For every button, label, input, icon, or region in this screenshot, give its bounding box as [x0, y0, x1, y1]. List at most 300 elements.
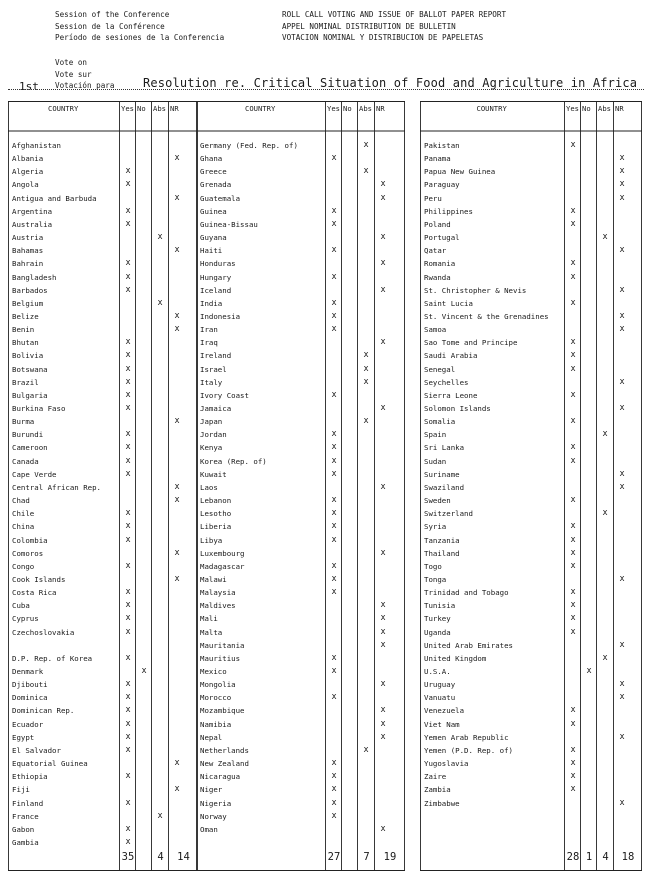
vote-mark-nr: x	[619, 468, 625, 479]
country-name: Burkina Faso	[12, 404, 66, 413]
country-row	[196, 520, 405, 533]
country-name: Libya	[200, 535, 223, 545]
vote-mark-yes: x	[331, 297, 337, 308]
country-name: Uruguay	[424, 680, 456, 690]
vote-mark-nr: x	[619, 153, 625, 164]
vote-mark-yes: x	[125, 403, 131, 413]
country-row	[420, 573, 642, 586]
country-name: Denmark	[12, 667, 44, 676]
country-name: Cyprus	[12, 614, 39, 624]
vote-mark-yes: x	[331, 784, 337, 795]
vote-mark-yes: x	[125, 534, 131, 545]
vote-panel-1	[8, 101, 198, 871]
country-name: Peru	[424, 193, 442, 203]
country-name: Swaziland	[424, 482, 465, 492]
country-name: Antigua and Barbuda	[12, 193, 97, 203]
vote-mark-nr: x	[619, 324, 625, 335]
vote-mark-nr: x	[380, 481, 386, 492]
vote-mark-yes: x	[570, 744, 576, 755]
vote-mark-nr: x	[174, 547, 180, 558]
country-row	[196, 665, 405, 678]
vote-mark-yes: x	[331, 429, 337, 440]
country-name: Poland	[424, 219, 451, 229]
country-row	[8, 783, 198, 796]
report-label-fr: APPEL NOMINAL DISTRIBUTION DE BULLETIN	[282, 21, 456, 31]
total-nr: 18	[621, 851, 635, 863]
vote-mark-nr: x	[174, 416, 180, 427]
country-row	[420, 441, 642, 454]
country-row	[196, 349, 405, 362]
vote-mark-yes: x	[125, 284, 131, 295]
country-row	[8, 376, 198, 389]
country-name: Turkey	[424, 614, 451, 624]
country-row	[196, 205, 405, 218]
country-row	[420, 612, 642, 625]
vote-mark-nr: x	[619, 692, 625, 703]
country-name: Equatorial Guinea	[12, 759, 88, 769]
country-row	[420, 744, 642, 757]
vote-mark-yes: x	[331, 534, 337, 545]
country-row	[196, 718, 405, 731]
vote-mark-nr: x	[380, 613, 386, 624]
country-row	[196, 652, 405, 665]
country-name: Gabon	[12, 824, 35, 834]
country-name: Djibouti	[12, 680, 48, 690]
vote-mark-yes: x	[331, 218, 337, 229]
vote-mark-yes: x	[125, 442, 131, 453]
vote-mark-yes: x	[125, 744, 131, 755]
vote-mark-yes: x	[125, 679, 131, 690]
vote-mark-yes: x	[125, 455, 131, 466]
total-yes: 35	[121, 851, 135, 863]
total-abs: 4	[602, 851, 609, 863]
country-row	[420, 718, 642, 731]
country-name: Suriname	[424, 469, 460, 479]
country-name: Guinea-Bissau	[200, 219, 258, 229]
country-name: Maldives	[200, 601, 236, 611]
country-name: Mexico	[200, 667, 227, 676]
vote-mark-yes: x	[125, 166, 131, 177]
vote-mark-yes: x	[331, 587, 337, 598]
country-name: Egypt	[12, 732, 35, 742]
country-name: Congo	[12, 561, 35, 571]
country-name: Qatar	[424, 246, 447, 256]
country-name: United Kingdom	[424, 653, 487, 663]
country-name: Saudi Arabia	[424, 351, 478, 361]
country-row	[8, 547, 198, 560]
country-name: D.P. Rep. of Korea	[12, 653, 93, 663]
country-row	[8, 349, 198, 362]
country-name: Costa Rica	[12, 588, 57, 598]
country-row	[420, 626, 642, 639]
column-header-country: COUNTRY	[476, 104, 507, 113]
vote-mark-nr: x	[619, 310, 625, 321]
country-name: Afghanistan	[12, 141, 61, 150]
country-row	[8, 494, 198, 507]
vote-mark-nr: x	[380, 679, 386, 690]
country-row	[420, 244, 642, 257]
country-row	[8, 836, 198, 849]
vote-mark-yes: x	[570, 718, 576, 729]
country-name: Sao Tome and Principe	[424, 338, 518, 348]
country-name: U.S.A.	[424, 667, 451, 676]
country-name: Mongolia	[200, 680, 236, 690]
vote-mark-yes: x	[570, 442, 576, 453]
country-name: Bangladesh	[12, 272, 57, 282]
vote-mark-yes: x	[331, 324, 337, 335]
vote-mark-yes: x	[331, 468, 337, 479]
total-abs: 4	[157, 851, 164, 863]
vote-mark-yes: x	[570, 534, 576, 545]
country-row	[8, 678, 198, 691]
vote-mark-abs: x	[602, 652, 608, 663]
country-name: Cameroon	[12, 443, 48, 453]
vote-mark-abs: x	[363, 416, 369, 427]
country-name: Colombia	[12, 535, 48, 545]
country-name: China	[12, 522, 35, 532]
vote-mark-nr: x	[380, 192, 386, 203]
vote-mark-yes: x	[331, 442, 337, 453]
country-row	[420, 231, 642, 244]
country-name: Madagascar	[200, 561, 245, 571]
vote-mark-yes: x	[331, 455, 337, 466]
country-name: Pakistan	[424, 141, 460, 150]
country-name: Nigeria	[200, 798, 232, 808]
country-row	[420, 284, 642, 297]
country-row	[196, 178, 405, 191]
vote-mark-yes: x	[125, 521, 131, 532]
country-name: Chile	[12, 509, 35, 519]
country-name: Mali	[200, 614, 218, 624]
vote-label-en: Vote on	[55, 58, 88, 67]
country-name: Guinea	[200, 206, 227, 216]
vote-mark-yes: x	[570, 613, 576, 624]
country-name: Netherlands	[200, 745, 249, 755]
country-row	[196, 218, 405, 231]
country-name: Morocco	[200, 693, 232, 703]
country-name: France	[12, 811, 39, 821]
vote-mark-abs: x	[602, 508, 608, 519]
country-row	[8, 165, 198, 178]
vote-mark-yes: x	[570, 521, 576, 532]
country-name: Vanuatu	[424, 693, 456, 703]
vote-mark-abs: x	[363, 140, 369, 150]
total-nr: 19	[383, 851, 397, 863]
country-row	[196, 494, 405, 507]
vote-mark-yes: x	[570, 600, 576, 611]
country-name: Belize	[12, 311, 39, 321]
vote-label-es: Votación para	[55, 81, 115, 91]
country-name: Korea (Rep. of)	[200, 456, 267, 466]
country-name: Burma	[12, 417, 35, 427]
session-label-en: Session of the Conference	[55, 10, 170, 19]
vote-mark-nr: x	[380, 547, 386, 558]
total-abs: 7	[363, 851, 370, 863]
country-row	[196, 468, 405, 481]
country-row	[8, 757, 198, 770]
country-name: Solomon Islands	[424, 404, 491, 413]
country-row	[420, 560, 642, 573]
vote-mark-yes: x	[125, 337, 131, 348]
country-row	[196, 165, 405, 178]
column-header-country: COUNTRY	[245, 104, 276, 113]
country-row	[196, 678, 405, 691]
country-row	[8, 810, 198, 823]
vote-mark-nr: x	[619, 679, 625, 690]
vote-mark-yes: x	[125, 626, 131, 637]
country-row	[8, 336, 198, 349]
country-name: Tunisia	[424, 601, 456, 611]
vote-mark-yes: x	[570, 784, 576, 795]
country-name: Spain	[424, 430, 447, 440]
country-row	[196, 428, 405, 441]
vote-mark-yes: x	[125, 468, 131, 479]
country-name: Somalia	[424, 417, 456, 427]
column-header-yes: Yes	[566, 104, 579, 113]
country-row	[420, 349, 642, 362]
country-name: Gambia	[12, 837, 39, 847]
country-row	[8, 507, 198, 520]
country-name: Dominica	[12, 693, 48, 703]
country-row	[8, 639, 198, 652]
country-name: Syria	[424, 522, 447, 532]
country-row	[420, 757, 642, 770]
country-name: Greece	[200, 167, 227, 177]
vote-mark-yes: x	[570, 140, 576, 150]
column-header-nr: NR	[170, 104, 179, 113]
vote-mark-yes: x	[125, 560, 131, 571]
vote-mark-nr: x	[619, 639, 625, 650]
country-name: Belgium	[12, 298, 44, 308]
vote-mark-yes: x	[570, 560, 576, 571]
country-row	[8, 573, 198, 586]
country-name: Viet Nam	[424, 719, 460, 729]
country-row	[196, 441, 405, 454]
resolution-title: Resolution re. Critical Situation of Food and Agriculture in Africa	[143, 76, 638, 90]
country-row	[8, 665, 198, 678]
vote-label-fr: Vote sur	[55, 69, 92, 79]
country-row	[196, 271, 405, 284]
country-row	[420, 586, 642, 599]
country-name: Ecuador	[12, 719, 44, 729]
country-row	[420, 336, 642, 349]
country-row	[196, 297, 405, 310]
vote-mark-nr: x	[619, 166, 625, 177]
country-row	[420, 481, 642, 494]
country-name: Togo	[424, 561, 442, 571]
vote-mark-nr: x	[380, 284, 386, 295]
vote-mark-yes: x	[570, 758, 576, 769]
country-name: Argentina	[12, 206, 53, 216]
country-row	[196, 455, 405, 468]
country-name: Senegal	[424, 364, 456, 374]
country-row	[196, 192, 405, 205]
country-row	[420, 257, 642, 270]
country-name: Tanzania	[424, 535, 460, 545]
column-header-nr: NR	[615, 104, 624, 113]
country-row	[8, 231, 198, 244]
vote-mark-abs: x	[363, 350, 369, 361]
country-row	[196, 389, 405, 402]
country-row	[8, 152, 198, 165]
country-name: Bahrain	[12, 259, 44, 269]
country-row	[8, 323, 198, 336]
country-name: India	[200, 298, 223, 308]
country-name: Germany (Fed. Rep. of)	[200, 141, 298, 150]
country-row	[420, 691, 642, 704]
vote-mark-yes: x	[125, 271, 131, 282]
total-nr: 14	[177, 851, 190, 863]
country-name: Central African Rep.	[12, 482, 101, 492]
vote-mark-yes: x	[125, 587, 131, 598]
country-row	[8, 244, 198, 257]
vote-on-labels	[55, 57, 114, 92]
column-header-yes: Yes	[121, 104, 134, 113]
country-name: Austria	[12, 233, 44, 243]
country-name: Luxembourg	[200, 548, 245, 558]
country-row	[8, 797, 198, 810]
vote-mark-abs: x	[157, 810, 163, 821]
column-header-yes: Yes	[327, 104, 340, 113]
vote-mark-nr: x	[380, 823, 386, 834]
country-row	[8, 691, 198, 704]
resolution-number: 1st	[19, 80, 39, 93]
country-row	[8, 612, 198, 625]
country-row	[420, 310, 642, 323]
country-row	[420, 376, 642, 389]
country-name: Uganda	[424, 627, 451, 637]
country-row	[8, 823, 198, 836]
country-row	[196, 639, 405, 652]
vote-mark-yes: x	[331, 810, 337, 821]
country-row	[420, 192, 642, 205]
country-name: Australia	[12, 219, 53, 229]
country-row	[420, 823, 642, 836]
vote-mark-yes: x	[331, 310, 337, 321]
country-row	[196, 481, 405, 494]
column-header-no: No	[582, 104, 591, 113]
vote-mark-yes: x	[570, 350, 576, 361]
country-name: Ghana	[200, 154, 223, 164]
country-row	[196, 744, 405, 757]
country-name: Yemen Arab Republic	[424, 732, 509, 742]
country-row	[8, 297, 198, 310]
vote-mark-yes: x	[331, 797, 337, 808]
vote-mark-nr: x	[619, 797, 625, 808]
country-name: Mozambique	[200, 706, 245, 716]
vote-mark-yes: x	[125, 652, 131, 663]
vote-mark-nr: x	[380, 639, 386, 650]
country-name: Italy	[200, 377, 223, 387]
vote-mark-yes: x	[331, 771, 337, 782]
vote-mark-nr: x	[174, 324, 180, 335]
country-row	[8, 626, 198, 639]
vote-mark-nr: x	[174, 310, 180, 321]
vote-mark-nr: x	[619, 245, 625, 256]
vote-mark-yes: x	[125, 350, 131, 361]
vote-mark-yes: x	[570, 495, 576, 506]
country-name: Laos	[200, 482, 218, 492]
vote-mark-nr: x	[380, 731, 386, 742]
vote-mark-yes: x	[570, 218, 576, 229]
vote-mark-yes: x	[570, 547, 576, 558]
country-row	[420, 665, 642, 678]
vote-mark-yes: x	[125, 363, 131, 374]
country-row	[420, 205, 642, 218]
column-header-abs: Abs	[359, 104, 372, 113]
country-name: Rwanda	[424, 272, 451, 282]
country-name: Japan	[200, 417, 223, 427]
report-label-es: VOTACION NOMINAL Y DISTRIBUCION DE PAPELETAS	[282, 33, 484, 43]
country-name: Canada	[12, 456, 39, 466]
column-header-no: No	[137, 104, 146, 113]
column-header-nr: NR	[376, 104, 385, 113]
country-name: United Arab Emirates	[424, 640, 513, 650]
country-name: Haiti	[200, 246, 223, 256]
country-name: Samoa	[424, 325, 447, 335]
vote-mark-abs: x	[602, 429, 608, 440]
country-row	[8, 205, 198, 218]
column-header-no: No	[343, 104, 352, 113]
country-row	[420, 415, 642, 428]
vote-mark-yes: x	[331, 245, 337, 256]
column-header-country: COUNTRY	[48, 104, 79, 113]
country-name: St. Vincent & the Grenadines	[424, 311, 549, 321]
country-row	[8, 218, 198, 231]
vote-mark-abs: x	[363, 744, 369, 755]
country-name: Iraq	[200, 338, 218, 348]
country-row	[8, 284, 198, 297]
country-name: Namibia	[200, 719, 232, 729]
vote-mark-yes: x	[331, 652, 337, 663]
country-name: Nicaragua	[200, 772, 241, 782]
vote-mark-yes: x	[570, 455, 576, 466]
country-row	[196, 152, 405, 165]
vote-mark-yes: x	[125, 823, 131, 834]
vote-mark-yes: x	[570, 416, 576, 427]
vote-mark-abs: x	[363, 166, 369, 177]
vote-mark-nr: x	[619, 573, 625, 584]
country-row	[196, 810, 405, 823]
country-row	[420, 428, 642, 441]
country-row	[420, 783, 642, 796]
country-name: Cook Islands	[12, 574, 66, 584]
country-name: Ireland	[200, 351, 232, 361]
country-row	[8, 731, 198, 744]
country-row	[420, 731, 642, 744]
country-row	[420, 389, 642, 402]
vote-mark-yes: x	[331, 758, 337, 769]
country-row	[196, 731, 405, 744]
country-name: Botswana	[12, 364, 48, 374]
vote-mark-nr: x	[174, 481, 180, 492]
country-row	[196, 284, 405, 297]
vote-mark-abs: x	[363, 376, 369, 387]
country-row	[196, 836, 405, 849]
vote-mark-nr: x	[174, 573, 180, 584]
vote-mark-yes: x	[331, 666, 337, 676]
country-row	[196, 310, 405, 323]
country-row	[196, 823, 405, 836]
country-row	[196, 560, 405, 573]
vote-mark-yes: x	[331, 508, 337, 519]
country-row	[196, 323, 405, 336]
vote-mark-yes: x	[570, 771, 576, 782]
country-row	[196, 783, 405, 796]
country-name: Kenya	[200, 443, 223, 453]
vote-mark-yes: x	[125, 731, 131, 742]
vote-mark-yes: x	[570, 337, 576, 348]
